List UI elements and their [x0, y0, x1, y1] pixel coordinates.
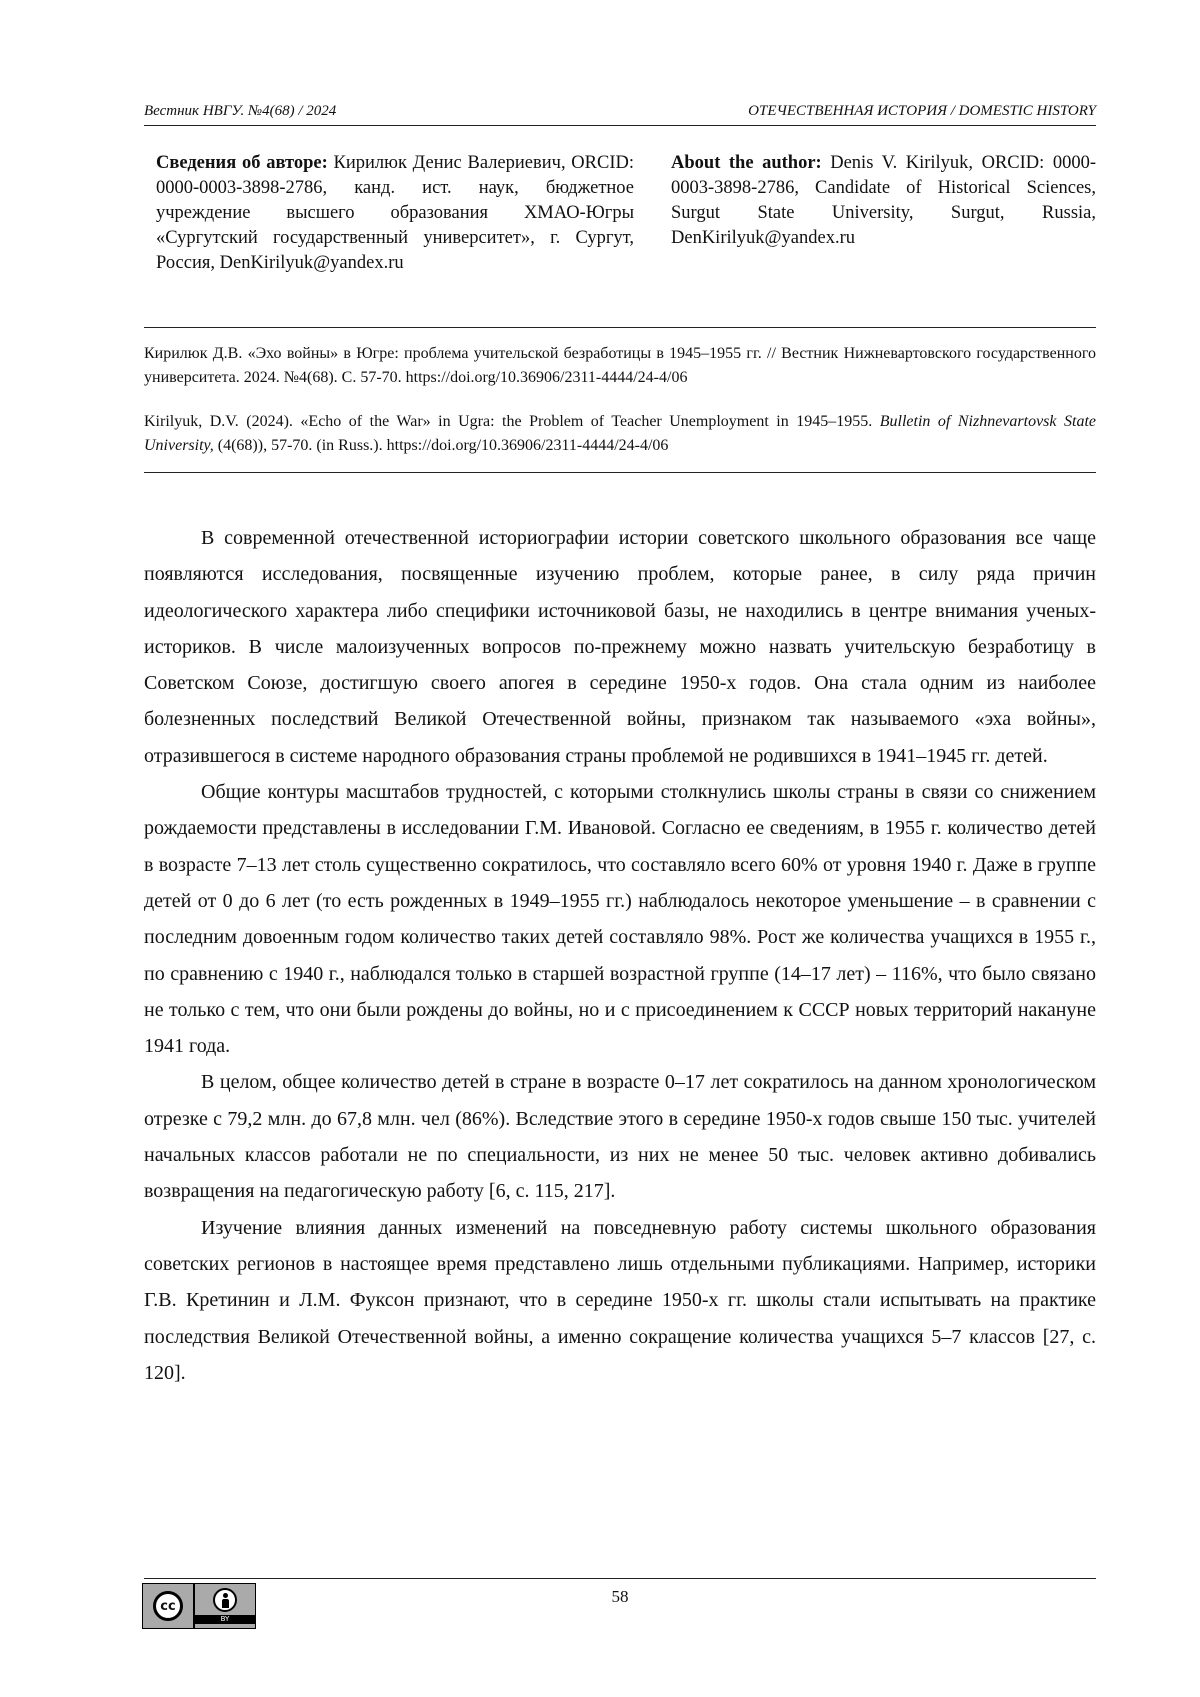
author-text-en: Denis V. Kirilyuk, ORCID: 0000-0003-3898-2786, Candidate of Historical Sciences, Surgut State University, Surgut, Russia, DenKirilyuk@yandex.ru: [671, 153, 1096, 248]
person-icon: [213, 1588, 237, 1612]
citation-en: [144, 410, 1096, 458]
author-info-ru: [156, 151, 634, 276]
running-header: [144, 103, 1096, 126]
paragraph: Общие контуры масштабов трудностей, с которыми столкнулись школы страны в связи со снижением рождаемости представлены в исследовании Г.М. Ивановой. Согласно ее сведениям, в 1955 г. количество детей в возрасте 7–13 лет столь существенно сократилось, что составляло всего 60% от уровня 1940 г. Даже в группе детей от 0 до 6 лет (то есть рожденных в 1949–1955 гг.) наблюдалось некоторое уменьшение – в сравнении с последним довоенным годом количество таких детей составляло 98%. Рост же количества учащихся в 1955 г., по сравнению с 1940 г., наблюдался только в старшей возрастной группе (14–17 лет) – 116%, что было связано не только с тем, что они были рождены до войны, но и с присоединением к СССР новых территорий накануне 1941 года.: [144, 781, 1096, 1058]
author-label-en: About the author:: [671, 153, 822, 173]
citation-en-journal: Bulletin of Nizhnevartovsk State University,: [144, 413, 1097, 454]
paragraph: Изучение влияния данных изменений на повседневную работу системы школьного образования советских регионов в настоящее время представлено лишь отдельными публикациями. Например, историки Г.В. Кретинин и Л.М. Фуксон признают, что в середине 1950-х гг. школы стали испытывать на практике последствия Великой Отечественной войны, а именно сокращение количества учащихся 5–7 классов [27, с. 120].: [144, 1216, 1096, 1384]
section-title: ОТЕЧЕСТВЕННАЯ ИСТОРИЯ / DOMESTIC HISTORY: [748, 103, 1096, 119]
attribution-icon: [193, 1584, 255, 1628]
cc-label: cc: [153, 1591, 183, 1621]
paragraph: В целом, общее количество детей в стране в возрасте 0–17 лет сократилось на данном хронологическом отрезке с 79,2 млн. до 67,8 млн. чел (86%). Вследствие этого в середине 1950-х годов свыше 150 тыс. учителей начальных классов работали не по специальности, из них не менее 50 тыс. человек активно добивались возвращения на педагогическую работу [6, с. 115, 217].: [144, 1071, 1096, 1203]
article-body: [144, 520, 1096, 1391]
citation-block: [144, 327, 1096, 473]
paragraph: В современной отечественной историографии истории советского школьного образования все чаще появляются исследования, посвященные изучению проблем, которые ранее, в силу ряда причин идеологического характера либо специфики источниковой базы, не находились в центре внимания ученых-историков. В числе малоизученных вопросов по-прежнему можно назвать учительскую безработицу в Советском Союзе, достигшую своего апогея в середине 1950-х годов. Она стала одним из наиболее болезненных последствий Великой Отечественной войны, признаком так называемого «эха войны», отразившегося в системе народного образования страны проблемой не родившихся в 1941–1945 гг. детей.: [144, 527, 1096, 767]
by-label: BY: [195, 1615, 255, 1624]
citation-en-details: (4(68)), 57-70. (in Russ.). https://doi.org/10.36906/2311-4444/24-4/06: [213, 437, 669, 454]
journal-title: Вестник НВГУ. №4(68) / 2024: [144, 103, 337, 119]
page-number: 58: [611, 1587, 629, 1606]
citation-ru: Кирилюк Д.В. «Эхо войны» в Югре: проблема учительской безработицы в 1945–1955 гг. // Вестник Нижневартовского государственного университета. 2024. №4(68). С. 57-70. https://doi.org/10.36906/2311-4444/24-4/06: [144, 345, 1096, 386]
author-info: [156, 151, 1096, 276]
cc-by-license-badge[interactable]: [142, 1583, 256, 1629]
creative-commons-icon: [143, 1584, 193, 1628]
author-text-ru: Кирилюк Денис Валериевич, ORCID: 0000-0003-3898-2786, канд. ист. наук, бюджетное учреждение высшего образования ХМАО-Югры «Сургутский государственный университет», г. Сургут, Россия, DenKirilyuk@yandex.ru: [156, 153, 635, 273]
citation-en-authors-title: Kirilyuk, D.V. (2024). «Echo of the War» in Ugra: the Problem of Teacher Unemployment in 1945–1955.: [144, 413, 880, 430]
author-label-ru: Сведения об авторе:: [156, 153, 328, 173]
author-info-en: [671, 151, 1096, 276]
